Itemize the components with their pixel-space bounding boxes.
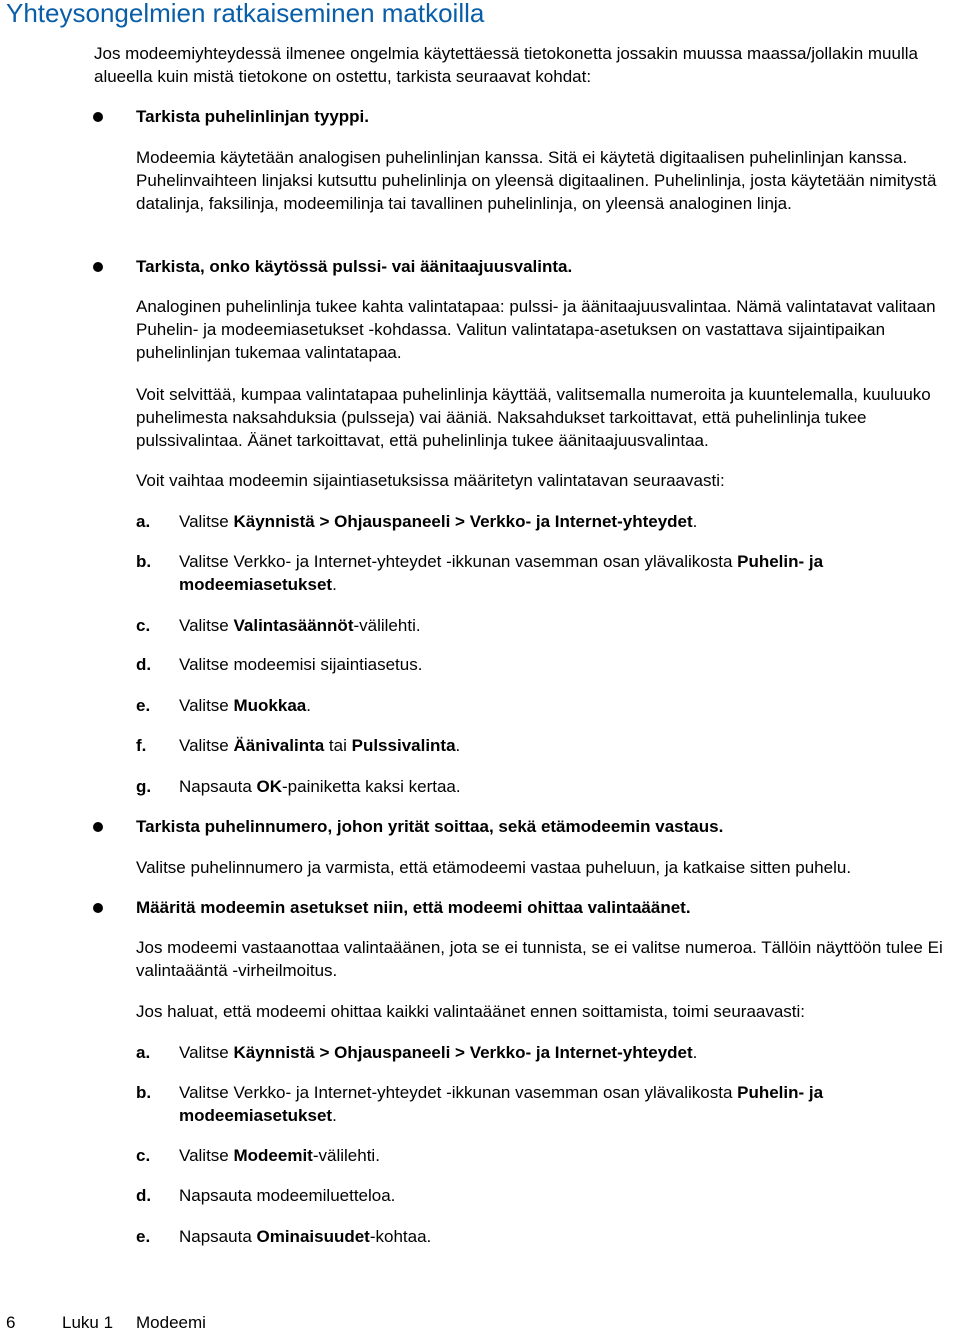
step-letter: a. [136, 512, 151, 531]
step-item [136, 775, 952, 798]
step-item [136, 1081, 952, 1127]
bullet-dot-icon [93, 903, 103, 913]
step-text: Napsauta OK-painiketta kaksi kertaa. [179, 777, 461, 796]
step-text: Valitse Verkko- ja Internet-yhteydet -ikkunan vasemman osan ylävalikosta Puhelin- ja modeemiasetukset. [179, 1083, 824, 1125]
step-letter: a. [136, 1043, 151, 1062]
step-letter: c. [136, 1146, 151, 1165]
chapter-label: Luku 1 [62, 1313, 114, 1332]
step-text: Valitse Verkko- ja Internet-yhteydet -ikkunan vasemman osan ylävalikosta Puhelin- ja modeemiasetukset. [179, 552, 824, 594]
bullet-paragraph: Voit selvittää, kumpaa valintatapaa puhelinlinja käyttää, valitsemalla numeroita ja kuuntelemalla, kuuluuko puhelimesta naksahduksia (pulsseja) vai ääniä. Naksahdukset tarkoittavat, että puhelinlinja tukee pulssivalintaa. Äänet tarkoittavat, että puhelinlinja tukee äänitaajuusvalintaa. [136, 385, 931, 450]
page-footer [6, 1312, 206, 1334]
intro-paragraph: Jos modeemiyhteydessä ilmenee ongelmia käytettäessä tietokonetta jossakin muussa maassa/jollakin muulla alueella kuin mistä tietokone on ostettu, tarkista seuraavat kohdat: [94, 44, 918, 86]
step-text: Valitse Käynnistä > Ohjauspaneeli > Verkko- ja Internet-yhteydet. [179, 512, 698, 531]
step-text: Valitse modeemisi sijaintiasetus. [179, 655, 423, 674]
step-letter: e. [136, 1227, 151, 1246]
step-item [136, 1184, 952, 1207]
step-text: Valitse Äänivalinta tai Pulssivalinta. [179, 736, 461, 755]
step-letter: d. [136, 1186, 152, 1205]
step-text: Valitse Käynnistä > Ohjauspaneeli > Verkko- ja Internet-yhteydet. [179, 1043, 698, 1062]
step-letter: c. [136, 616, 151, 635]
page-title: Yhteysongelmien ratkaiseminen matkoilla [6, 0, 485, 28]
section-label: Modeemi [136, 1313, 206, 1332]
step-letter: b. [136, 552, 152, 571]
step-letter: e. [136, 696, 151, 715]
bullet-paragraph: Jos modeemi vastaanottaa valintaäänen, jota se ei tunnista, se ei valitse numeroa. Tällöin näyttöön tulee Ei valintaääntä -virheilmoitus. [136, 938, 943, 980]
step-item [136, 550, 952, 596]
step-item [136, 614, 952, 637]
page-number: 6 [6, 1313, 16, 1332]
step-item [136, 1144, 952, 1167]
bullet-paragraph: Valitse puhelinnumero ja varmista, että etämodeemi vastaa puheluun, ja katkaise sitten puhelu. [136, 858, 852, 877]
step-text: Valitse Modeemit-välilehti. [179, 1146, 380, 1165]
bullet-dot-icon [93, 112, 103, 122]
step-text: Napsauta modeemiluetteloa. [179, 1186, 396, 1205]
bullet-paragraph: Jos haluat, että modeemi ohittaa kaikki valintaäänet ennen soittamista, toimi seuraavasti: [136, 1002, 806, 1021]
step-letter: f. [136, 736, 147, 755]
bullet-paragraph: Analoginen puhelinlinja tukee kahta valintatapaa: pulssi- ja äänitaajuusvalintaa. Nämä valintatavat valitaan Puhelin- ja modeemiasetukset -kohdassa. Valitun valintatapa-asetuksen on vastattava sijaintipaikan puhelinlinjan tukemaa valintatapaa. [136, 297, 936, 362]
step-item [136, 510, 952, 533]
bullet-paragraph: Modeemia käytetään analogisen puhelinlinjan kanssa. Sitä ei käytetä digitaalisen puhelinlinjan kanssa. Puhelinvaihteen linjaksi kutsuttu puhelinlinja on yleensä digitaalinen. Puhelinlinja, josta käytetään nimitystä datalinja, faksilinja, modeemilinja tai tavallinen puhelinlinja, on yleensä analoginen linja. [136, 148, 937, 213]
step-text: Valitse Muokkaa. [179, 696, 311, 715]
bullet-title: Tarkista puhelinnumero, johon yrität soittaa, sekä etämodeemin vastaus. [136, 817, 724, 836]
bullet-paragraph: Voit vaihtaa modeemin sijaintiasetuksissa määritetyn valintatavan seuraavasti: [136, 471, 725, 490]
step-text: Valitse Valintasäännöt-välilehti. [179, 616, 421, 635]
step-item [136, 1041, 952, 1064]
step-text: Napsauta Ominaisuudet-kohtaa. [179, 1227, 432, 1246]
bullet-dot-icon [93, 822, 103, 832]
bullet-title: Tarkista puhelinlinjan tyyppi. [136, 107, 370, 126]
step-letter: b. [136, 1083, 152, 1102]
bullet-dot-icon [93, 262, 103, 272]
step-item [136, 1225, 952, 1248]
step-letter: g. [136, 777, 152, 796]
step-letter: d. [136, 655, 152, 674]
bullet-title: Määritä modeemin asetukset niin, että modeemi ohittaa valintaäänet. [136, 898, 691, 917]
bullet-title: Tarkista, onko käytössä pulssi- vai äänitaajuusvalinta. [136, 257, 573, 276]
step-item [136, 694, 952, 717]
step-item [136, 653, 952, 676]
step-item [136, 734, 952, 757]
